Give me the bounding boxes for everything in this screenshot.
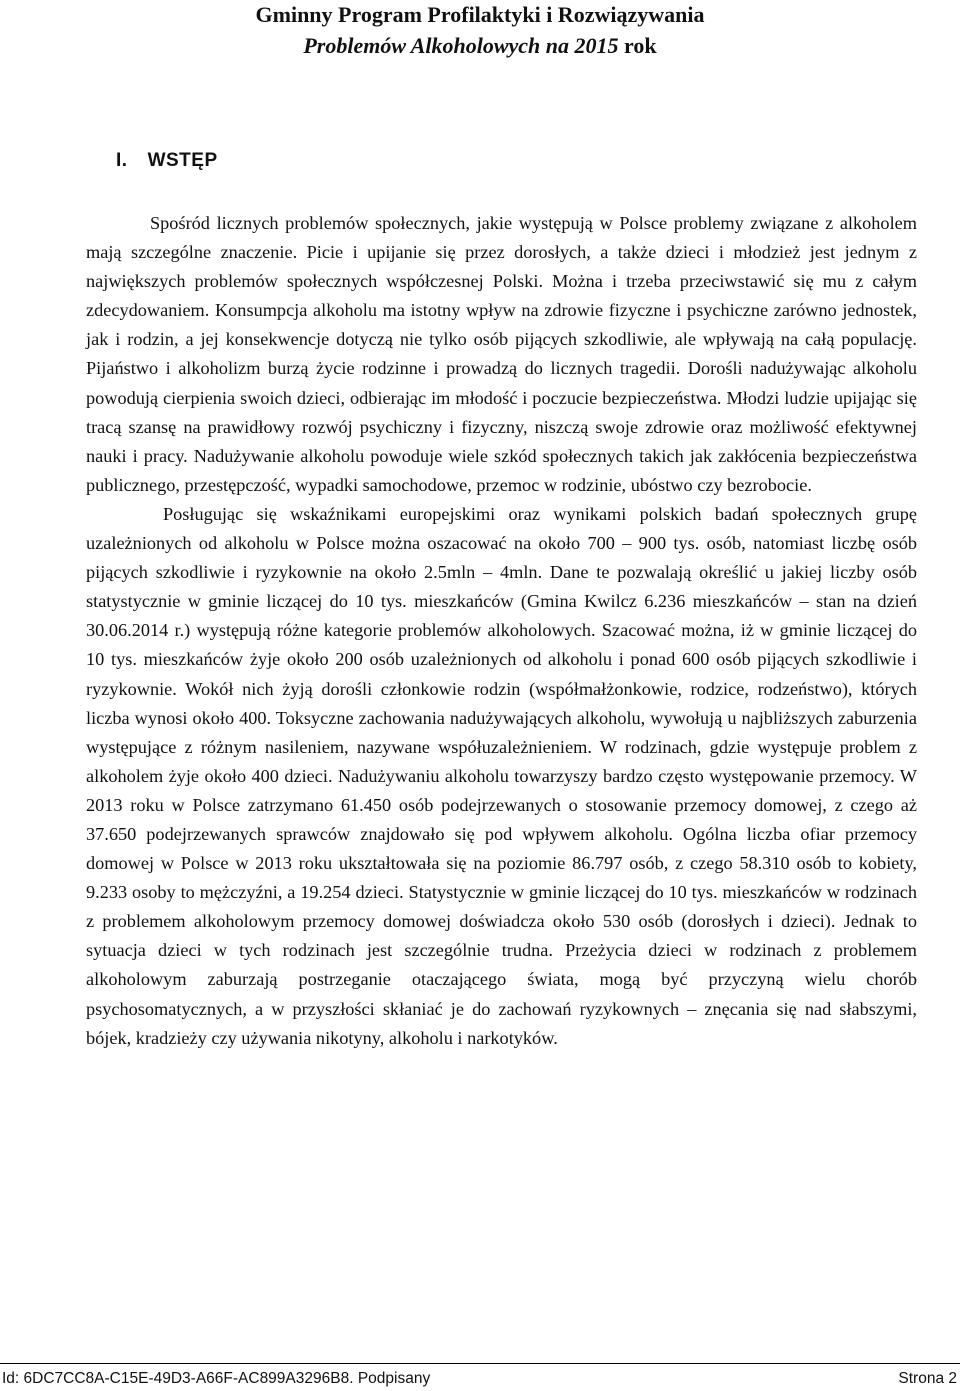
- document-id: Id: 6DC7CC8A-C15E-49D3-A66F-AC899A3296B8. Podpisany: [2, 1370, 431, 1387]
- title-line-1: Gminny Program Profilaktyki i Rozwiązywania: [255, 2, 705, 27]
- paragraph-1: Spośród licznych problemów społecznych, jakie występują w Polsce problemy związane z alkoholem mają szczególne znaczenie. Picie i upijanie się przez dorosłych, a także dzieci i młodzież jest jednym z największych problemów społecznych współczesnej Polski. Można i trzeba przeciwstawić się mu z całym zdecydowaniem. Konsumpcja alkoholu ma istotny wpływ na zdrowie fizyczne i psychiczne zarówno jednostek, jak i rodzin, a jej konsekwencje dotyczą nie tylko osób pijących szkodliwie, ale wpływają na całą populację. Pijaństwo i alkoholizm burzą życie rodzinne i prowadzą do licznych tragedii. Dorośli nadużywając alkoholu powodują cierpienia swoich dzieci, odbierając im młodość i poczucie bezpieczeństwa. Młodzi ludzie upijając się tracą szansę na prawidłowy rozwój psychiczny i fizyczny, niszczą swoje zdrowie oraz możliwość efektywnej nauki i pracy. Nadużywanie alkoholu powoduje wiele szkód społecznych takich jak zakłócenia bezpieczeństwa publicznego, przestępczość, wypadki samochodowe, przemoc w rodzinie, ubóstwo czy bezrobocie.: [86, 213, 917, 495]
- document-title: [0, 0, 960, 60]
- document-body: [86, 209, 917, 1053]
- section-number: I.: [116, 150, 128, 171]
- title-line-2-main: Problemów Alkoholowych na 2015: [303, 33, 619, 58]
- title-line-2: [0, 32, 960, 60]
- footer-divider: [0, 1363, 960, 1364]
- paragraph-2: Posługując się wskaźnikami europejskimi oraz wynikami polskich badań społecznych grupę uzależnionych od alkoholu w Polsce można oszacować na około 700 – 900 tys. osób, natomiast liczbę osób pijących szkodliwie i ryzykownie na około 2.5mln – 4mln. Dane te pozwalają określić u jakiej liczby osób statystycznie w gminie liczącej do 10 tys. mieszkańców (Gmina Kwilcz 6.236 mieszkańców – stan na dzień 30.06.2014 r.) występują różne kategorie problemów alkoholowych. Szacować można, iż w gminie liczącej do 10 tys. mieszkańców żyje około 200 osób uzależnionych od alkoholu i ponad 600 osób pijących szkodliwie i ryzykownie. Wokół nich żyją dorośli członkowie rodzin (współmałżonkowie, rodzice, rodzeństwo), których liczba wynosi około 400. Toksyczne zachowania nadużywających alkoholu, wywołują u najbliższych zaburzenia występujące z różnym nasileniem, nazywane współuzależnieniem. W rodzinach, gdzie występuje problem z alkoholem żyje około 400 dzieci. Nadużywaniu alkoholu towarzyszy bardzo często występowanie przemocy. W 2013 roku w Polsce zatrzymano 61.450 osób podejrzewanych o stosowanie przemocy domowej, z czego aż 37.650 podejrzewanych sprawców znajdowało się pod wpływem alkoholu. Ogólna liczba ofiar przemocy domowej w Polsce w 2013 roku ukształtowała się na poziomie 86.797 osób, z czego 58.310 osób to kobiety, 9.233 osoby to mężczyźni, a 19.254 dzieci. Statystycznie w gminie liczącej do 10 tys. mieszkańców w rodzinach z problemem alkoholowym przemocy domowej doświadcza około 530 osób (dorosłych i dzieci). Jednak to sytuacja dzieci w tych rodzinach jest szczególnie trudna. Przeżycia dzieci w rodzinach z problemem alkoholowym zaburzają postrzeganie otaczającego świata, mogą być przyczyną wielu chorób psychosomatycznych, a w przyszłości skłaniać je do zachowań ryzykownych – znęcania się nad słabszymi, bójek, kradzieży czy używania nikotyny, alkoholu i narkotyków.: [86, 503, 917, 1048]
- page-footer: [0, 1366, 960, 1388]
- title-line-2-tail: rok: [624, 33, 657, 58]
- section-title: WSTĘP: [147, 150, 218, 171]
- page-number: Strona 2: [898, 1370, 957, 1387]
- section-heading: [116, 150, 218, 172]
